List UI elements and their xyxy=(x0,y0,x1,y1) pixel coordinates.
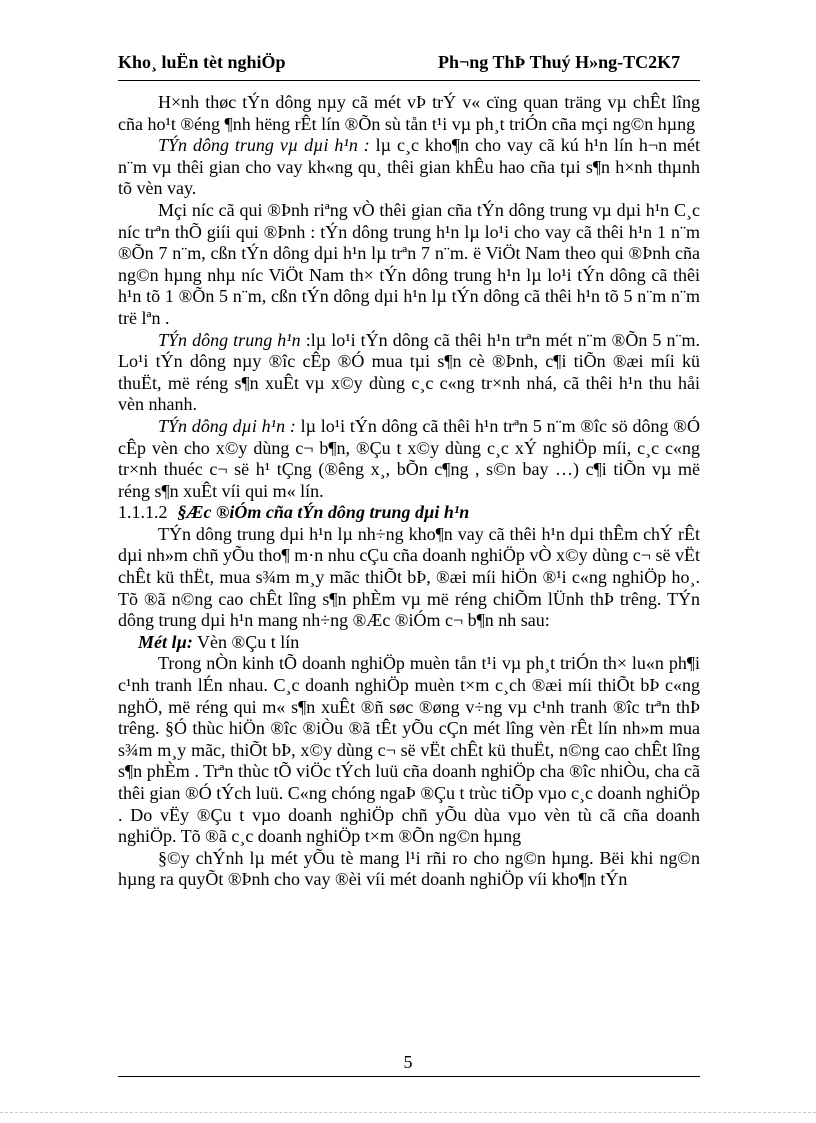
paragraph-4 xyxy=(118,330,700,416)
paragraph-5-text: lµ lo¹i tÝn dông cã thêi h¹n trªn 5 n¨m ®îc sö dông ®Ó cÊp vèn cho x©y dùng c¬ b¶n, ®Çu t x©y dùng c¸c xÝ nghiÖp míi, c¸c c«ng tr×nh thuéc c¬ së h¹ tÇng (®êng x¸, bÕn c¶ng , s©n bay …) c¶i tiÕn vµ më réng s¶n xuÊt víi qui m« lín. xyxy=(118,415,700,501)
page-header xyxy=(118,52,700,76)
term-first: Mét lµ: xyxy=(138,631,193,652)
term-medium-credit: TÝn dông trung h¹n xyxy=(158,329,301,350)
paragraph-7 xyxy=(118,632,700,654)
paragraph-8: Trong nÒn kinh tÕ doanh nghiÖp muèn tån t¹i vµ ph¸t triÓn th× lu«n ph¶i c¹nh tranh lÉn nhau. C¸c doanh nghiÖp muèn t×m c¸ch ®æi míi thiÕt bÞ c«ng nghÖ, më réng qui m« s¶n xuÊt ®ñ søc ®øng v÷ng vµ c¹nh tranh ®îc trªn thÞ trêng. §Ó thùc hiÖn ®îc ®iÒu ®ã tÊt yÕu cÇn mét lîng vèn rÊt lín nh»m mua s¾m m¸y mãc, thiÕt bÞ, x©y dùng c¬ së vËt chÊt kü thuËt, n©ng cao chÊt lîng s¶n phÈm . Trªn thùc tÕ viÖc tÝch luü cña doanh nghiÖp cha ®îc nhiÒu, cha cã thêi gian ®Ó tÝch luü. C«ng chóng ngaÞ ®Çu t trùc tiÕp vµo c¸c doanh nghiÖp . Do vËy ®Çu t vµo doanh nghiÖp chñ yÕu dùa vµo vèn tù cã cña doanh nghiÖp. Tõ ®ã c¸c doanh nghiÖp t×m ®Õn ng©n hµng xyxy=(118,653,700,847)
section-title: §Æc ®iÓm cña tÝn dông trung dµi h¹n xyxy=(177,502,470,523)
paragraph-1: H×nh thøc tÝn dông nµy cã mét vÞ trÝ v« cïng quan träng vµ chÊt lîng cña ho¹t ®éng ¶nh hëng rÊt lín ®Õn sù tån t¹i vµ ph¸t triÓn cña mçi ng©n hµng xyxy=(118,92,700,134)
section-number: 1.1.1.2 xyxy=(118,502,168,523)
footer-divider xyxy=(118,1076,700,1077)
paragraph-3: Mçi níc cã qui ®Þnh riªng vÒ thêi gian cña tÝn dông trung vµ dµi h¹n C¸c níc trªn thÕ giíi qui ®Þnh : tÝn dông trung h¹n lµ lo¹i cho vay cã thêi h¹n 1 n¨m ®Õn 7 n¨m, cßn tÝn dông dµi h¹n lµ trªn 7 n¨m. ë ViÖt Nam theo qui ®Þnh cña ng©n hµng nhµ níc ViÖt Nam th× tÝn dông trung h¹n lµ lo¹i tÝn dông cã thêi h¹n tõ 1 ®Õn 5 n¨m, cßn tÝn dông dµi h¹n lµ tÝn dông cã thêi h¹n tõ 5 n¨m n¨m trë lªn . xyxy=(118,199,700,328)
section-heading xyxy=(118,502,700,524)
paragraph-4-text: :lµ lo¹i tÝn dông cã thêi h¹n trªn mét n¨m ®Õn 5 n¨m. Lo¹i tÝn dông nµy ®îc cÊp ®Ó mua tµi s¶n cè ®Þnh, c¶i tiÕn ®æi míi kü thuËt, më réng s¶n xuÊt vµ x©y dùng c¸c c«ng tr×nh nhá, cã thêi h¹n thu håi vèn nhanh. xyxy=(118,329,700,415)
term-medium-long-credit: TÝn dông trung vµ dµi h¹n : xyxy=(158,135,370,156)
page-edge-divider xyxy=(0,1112,816,1113)
paragraph-7-text: Vèn ®Çu t lín xyxy=(192,631,300,652)
header-author: Ph¬ng ThÞ Thuý H»ng-TC2K7 xyxy=(438,52,681,72)
paragraph-6: TÝn dông trung dµi h¹n lµ nh÷ng kho¶n vay cã thêi h¹n dµi thÊm chÝ rÊt dµi nh»m chñ yÕu tho¶ m·n nhu cÇu cña doanh nghiÖp vÒ x©y dùng c¬ së vËt chÊt kü thËt, mua s¾m m¸y mãc thiÕt bÞ, ®æi míi hiÖn ®¹i c«ng nghiÖp ho¸. Tõ ®ã n©ng cao chÊt lîng s¶n phÈm vµ më réng chiÕm lÜnh thÞ trêng. TÝn dông trung dµi h¹n mang nh÷ng ®Æc ®iÓm c¬ b¶n nh sau: xyxy=(118,523,700,631)
header-divider xyxy=(118,80,700,81)
paragraph-5 xyxy=(118,416,700,502)
page-number: 5 xyxy=(403,1052,413,1072)
document-body xyxy=(118,92,700,891)
paragraph-2-text: lµ c¸c kho¶n cho vay cã kú h¹n lín h¬n mét n¨m vµ thêi gian cho vay kh«ng qu¸ thêi gian khÊu hao cña tµi s¶n h×nh thµnh tõ vèn vay. xyxy=(118,135,701,199)
term-long-credit: TÝn dông dµi h¹n : xyxy=(158,415,296,436)
header-thesis-title: Kho¸ luËn tèt nghiÖp xyxy=(118,52,286,72)
paragraph-9: §©y chÝnh lµ mét yÕu tè mang l¹i rñi ro cho ng©n hµng. Bëi khi ng©n hµng ra quyÕt ®Þnh cho vay ®èi víi mét doanh nghiÖp víi kho¶n tÝn xyxy=(118,847,700,890)
paragraph-2 xyxy=(118,135,700,200)
